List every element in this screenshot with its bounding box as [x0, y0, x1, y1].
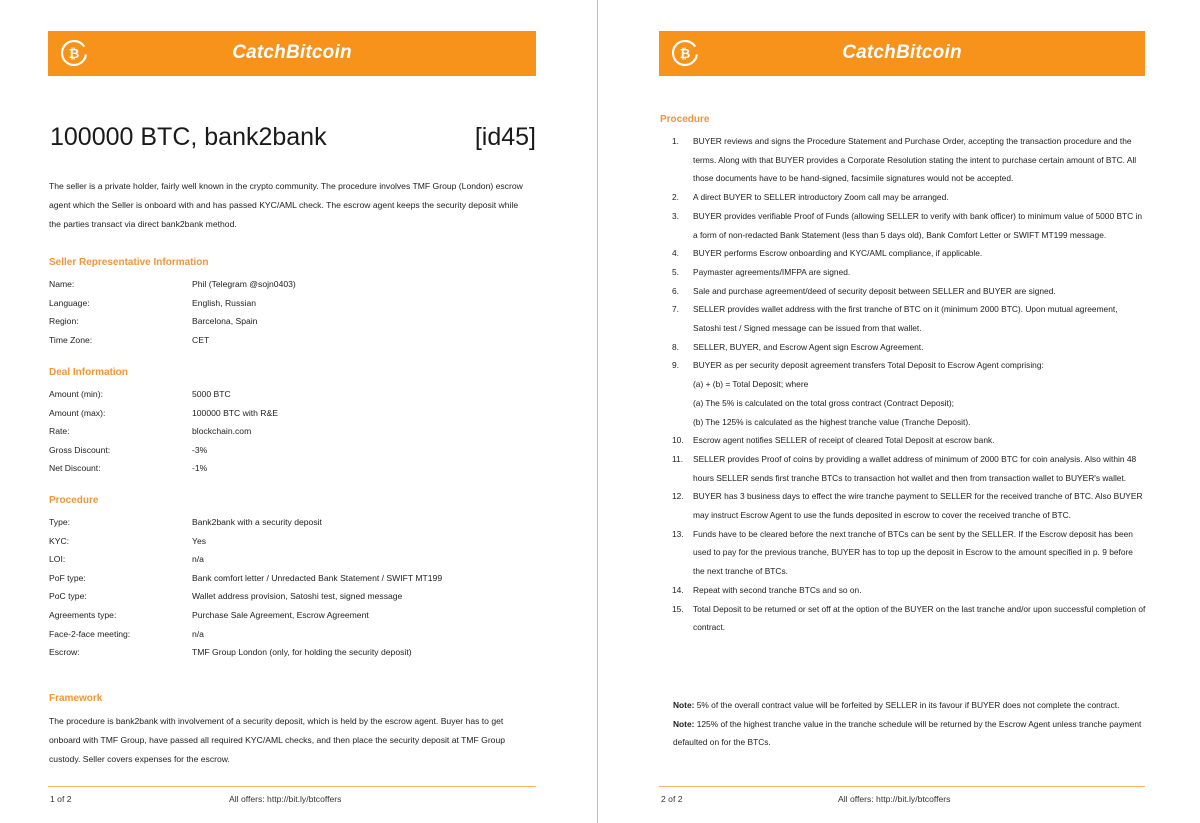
table-row: PoC type: Wallet address provision, Satoshi test, signed message [49, 591, 403, 602]
table-row: Time Zone: CET [49, 334, 210, 345]
page-divider [597, 0, 598, 823]
offer-title: 100000 BTC, bank2bank [50, 123, 327, 151]
table-row: Escrow: TMF Group London (only, for holding the security deposit) [49, 647, 412, 658]
framework-paragraph: The procedure is bank2bank with involvement of a security deposit, which is held by the escrow agent. Buyer has to get onboard with TMF Group, have passed all required KYC/AML checks, and then place the security deposit at TMF Group custody. Seller covers expenses for the escrow. [49, 716, 506, 764]
sub-item: (a) The 5% is calculated on the total gross contract (Contract Deposit); [693, 397, 954, 408]
seller-table [49, 279, 529, 353]
table-row: Amount (min): 5000 BTC [49, 389, 231, 399]
list-item: 4. BUYER performs Escrow onboarding and KYC/AML compliance, if applicable. [672, 248, 983, 259]
list-item: 8. SELLER, BUYER, and Escrow Agent sign Escrow Agreement. [672, 341, 924, 352]
header-banner [659, 31, 1145, 76]
list-item: 12. BUYER has 3 business days to effect the wire tranche payment to SELLER for the received tranche of BTC. Also BUYER may instruct Escrow Agent to use the funds deposited in escrow to cover the received tranche of BTC. [672, 491, 1143, 521]
page-number: 2 of 2 [661, 794, 683, 804]
table-row: Gross Discount: -3% [49, 444, 208, 455]
list-item: 14. Repeat with second tranche BTCs and so on. [672, 584, 862, 595]
table-row: Type: Bank2bank with a security deposit [49, 517, 322, 527]
table-row: Agreements type: Purchase Sale Agreement, Escrow Agreement [49, 609, 369, 620]
note: Note: 5% of the overall contract value will be forfeited by SELLER in its favour if BUYER does not complete the contract. [673, 700, 1120, 710]
procedure-heading: Procedure [660, 114, 710, 125]
header-banner [48, 31, 536, 76]
intro-paragraph: The seller is a private holder, fairly well known in the crypto community. The procedure involves TMF Group (London) escrow agent which the Seller is onboard with and has passed KYC/AML check. The escrow agent keeps the security deposit while the parties transact via direct bank2bank method. [49, 181, 523, 229]
table-row: Amount (max): 100000 BTC with R&E [49, 407, 278, 418]
svg-text:₿: ₿ [679, 47, 691, 62]
table-row: Name: Phil (Telegram @sojn0403) [49, 279, 296, 289]
list-item: 15. Total Deposit to be returned or set off at the option of the BUYER on the last tranche and/or upon successful completion of contract. [672, 603, 1146, 633]
procedure-steps [660, 132, 1146, 637]
table-row: LOI: n/a [49, 554, 204, 565]
document-page-1 [0, 0, 598, 823]
note: Note: 125% of the highest tranche value in the tranche schedule will be returned by the Escrow Agent unless tranche payment defaulted on for the BTCs. [673, 718, 1142, 748]
deal-table [49, 389, 529, 482]
list-item: 9. BUYER as per security deposit agreement transfers Total Deposit to Escrow Agent comprising: (a) + (b) = Total Deposit; where (a) The 5% is calculated on the total gross contract (Contract Deposit); (b) The 125% is calculated as the highest tranche value (Tranche Deposit). [660, 356, 1146, 431]
svg-text:₿: ₿ [68, 47, 80, 62]
table-row: Region: Barcelona, Spain [49, 316, 258, 327]
sub-item: (a) + (b) = Total Deposit; where [693, 379, 809, 390]
table-row: Rate: blockchain.com [49, 426, 252, 437]
all-offers-link[interactable]: All offers: http://bit.ly/btcoffers [229, 794, 342, 804]
brand-name: CatchBitcoin [232, 42, 352, 63]
table-row: Language: English, Russian [49, 297, 257, 308]
list-item: 7. SELLER provides wallet address with the first tranche of BTC on it (minimum 2000 BTC). Upon mutual agreement, Satoshi test / Signed message can be issued from that wallet. [672, 304, 1118, 334]
notes-section [673, 696, 1143, 752]
list-item: 5. Paymaster agreements/IMFPA are signed. [672, 266, 851, 277]
page-title [50, 123, 536, 157]
footer-divider [659, 786, 1145, 787]
list-item: 11. SELLER provides Proof of coins by providing a wallet address of minimum of 2000 BTC for coin analysis. Also within 48 hours SELLER sends first tranche BTCs to transaction hot wallet and then from transaction wallet to BUYER's wallet. [672, 453, 1137, 483]
list-item: 3. BUYER provides verifiable Proof of Funds (allowing SELLER to verify with bank officer) to minimum value of 5000 BTC in a form of non-redacted Bank Statement (less than 5 days old), Bank Comfort Letter or SWIFT MT199 message. [672, 210, 1143, 240]
sub-item: (b) The 125% is calculated as the highest tranche value (Tranche Deposit). [693, 416, 971, 427]
framework-heading: Framework [49, 693, 103, 704]
table-row: KYC: Yes [49, 535, 207, 546]
deal-heading: Deal Information [49, 367, 128, 378]
procedure-heading: Procedure [49, 495, 99, 506]
offer-id: [id45] [474, 123, 536, 151]
table-row: Net Discount: -1% [49, 463, 208, 474]
seller-heading: Seller Representative Information [49, 257, 209, 268]
table-row: Face-2-face meeting: n/a [49, 628, 204, 639]
all-offers-link[interactable]: All offers: http://bit.ly/btcoffers [838, 794, 951, 804]
procedure-table [49, 517, 529, 666]
page-number: 1 of 2 [50, 794, 72, 804]
list-item: 13. Funds have to be cleared before the next tranche of BTCs can be sent by the SELLER. If the Escrow deposit has been used to pay for the previous tranche, BUYER has to top up the deposit in Escrow to the amount specified in p. 9 before the next tranche of BTCs. [672, 528, 1133, 577]
list-item: 1. BUYER reviews and signs the Procedure Statement and Purchase Order, accepting the transaction procedure and the terms. Along with that BUYER provides a Corporate Resolution stating the intent to purchase certain amount of BTC. All those documents have to be hand-signed, facsimile signatures would not be accepted. [672, 136, 1137, 184]
table-row: PoF type: Bank comfort letter / Unredacted Bank Statement / SWIFT MT199 [49, 572, 443, 583]
list-item: 10. Escrow agent notifies SELLER of receipt of cleared Total Deposit at escrow bank. [672, 435, 995, 446]
list-item: 6. Sale and purchase agreement/deed of security deposit between SELLER and BUYER are signed. [672, 285, 1056, 296]
footer-divider [48, 786, 536, 787]
brand-name: CatchBitcoin [842, 42, 962, 63]
list-item: 2. A direct BUYER to SELLER introductory Zoom call may be arranged. [672, 192, 949, 203]
